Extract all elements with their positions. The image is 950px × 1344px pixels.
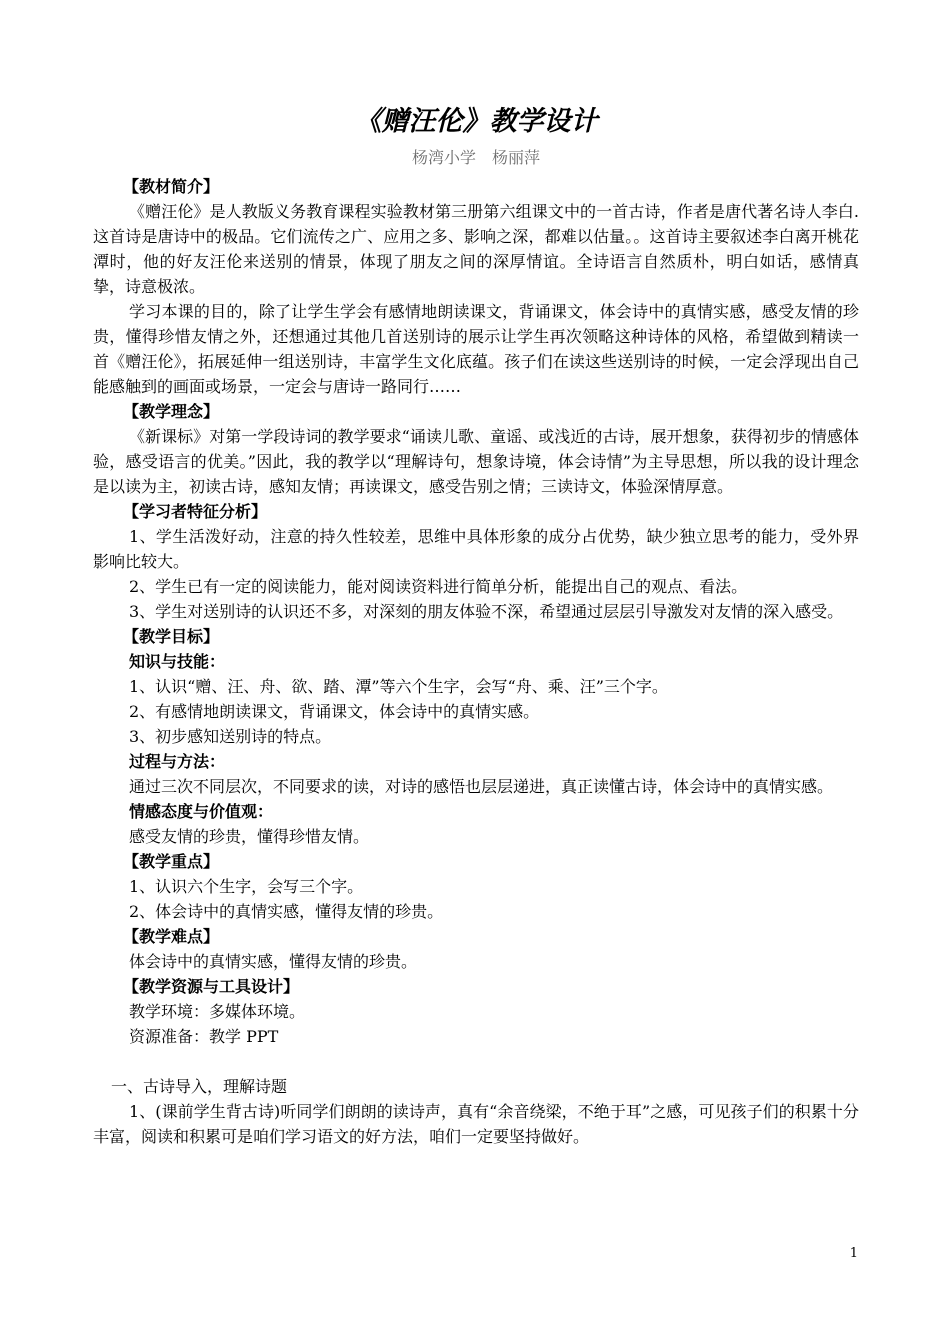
paragraph: 《新课标》对第一学段诗词的教学要求“诵读儿歌、童谣、或浅近的古诗，展开想象，获得初步的情感体验，感受语言的优美。”因此，我的教学以“理解诗句，想象诗境，体会诗情”为主导思想，所以我的设计理念是以读为主，初读古诗，感知友情；再读课文，感受告别之情；三读诗文，体验深情厚意。 [93,427,859,496]
paragraph: 《赠汪伦》是人教版义务教育课程实验教材第三册第六组课文中的一首古诗，作者是唐代著名诗人李白.这首诗是唐诗中的极品。它们流传之广、应用之多、影响之深，都难以估量。。这首诗主要叙述李白离开桃花潭时，他的好友汪伦来送别的情景，体现了朋友之间的深厚情谊。全诗语言自然质朴，明白如话，感情真挚，诗意极浓。 [93,202,859,296]
paragraph: 学习本课的目的，除了让学生学会有感情地朗读课文，背诵课文，体会诗中的真情实感，感受友情的珍贵，懂得珍惜友情之外，还想通过其他几首送别诗的展示让学生再次领略这种诗体的风格，希望做到精读一首《赠汪伦》，拓展延伸一组送别诗，丰富学生文化底蕴。孩子们在读这些送别诗的时候，一定会浮现出自己能感触到的画面或场景，一定会与唐诗一路同行…… [93,302,859,396]
document-page [93,100,859,1149]
list-item: 3、初步感知送别诗的特点。 [129,727,332,746]
blank-line [93,1049,859,1074]
page-number: 1 [849,1246,858,1261]
paragraph: 3、学生对送别诗的认识还不多，对深刻的朋友体验不深，希望通过层层引导激发对友情的深入感受。 [129,602,844,621]
paragraph: 2、学生已有一定的阅读能力，能对阅读资料进行简单分析，能提出自己的观点、看法。 [129,577,748,596]
document-author: 杨湾小学 杨丽萍 [411,148,540,167]
paragraph: 1、(课前学生背古诗)听同学们朗朗的读诗声，真有“余音绕梁，不绝于耳”之感，可见孩子们的积累十分丰富，阅读和积累可是咱们学习语文的好方法，咱们一定要坚持做好。 [93,1102,859,1146]
list-item: 2、体会诗中的真情实感，懂得友情的珍贵。 [129,902,444,921]
section-heading-resources: 【教学资源与工具设计】 [123,977,300,996]
list-item: 资源准备：教学 PPT [129,1027,279,1046]
list-item: 教学环境：多媒体环境。 [129,1002,306,1021]
section-heading-textbook: 【教材简介】 [123,177,220,196]
section-heading-philosophy: 【教学理念】 [123,402,220,421]
list-item: 1、认识“赠、汪、舟、欲、踏、潭”等六个生字，会写“舟、乘、汪”三个字。 [129,677,668,696]
subheading-emotion: 情感态度与价值观： [129,802,274,821]
paragraph: 感受友情的珍贵，懂得珍惜友情。 [129,827,370,846]
paragraph: 1、学生活泼好动，注意的持久性较差，思维中具体形象的成分占优势，缺少独立思考的能力，受外界影响比较大。 [93,527,859,571]
subheading-knowledge: 知识与技能： [129,652,226,671]
procedure-heading: 一、古诗导入，理解诗题 [111,1077,288,1096]
section-heading-difficulties: 【教学难点】 [123,927,220,946]
document-title: 《赠汪伦》教学设计 [354,106,598,137]
paragraph: 通过三次不同层次，不同要求的读，对诗的感悟也层层递进，真正读懂古诗，体会诗中的真情实感。 [129,777,834,796]
list-item: 1、认识六个生字，会写三个字。 [129,877,364,896]
paragraph: 体会诗中的真情实感，懂得友情的珍贵。 [129,952,418,971]
section-heading-key-points: 【教学重点】 [123,852,220,871]
section-heading-goals: 【教学目标】 [123,627,220,646]
subheading-process: 过程与方法： [129,752,226,771]
section-heading-learners: 【学习者特征分析】 [123,502,268,521]
list-item: 2、有感情地朗读课文，背诵课文，体会诗中的真情实感。 [129,702,540,721]
